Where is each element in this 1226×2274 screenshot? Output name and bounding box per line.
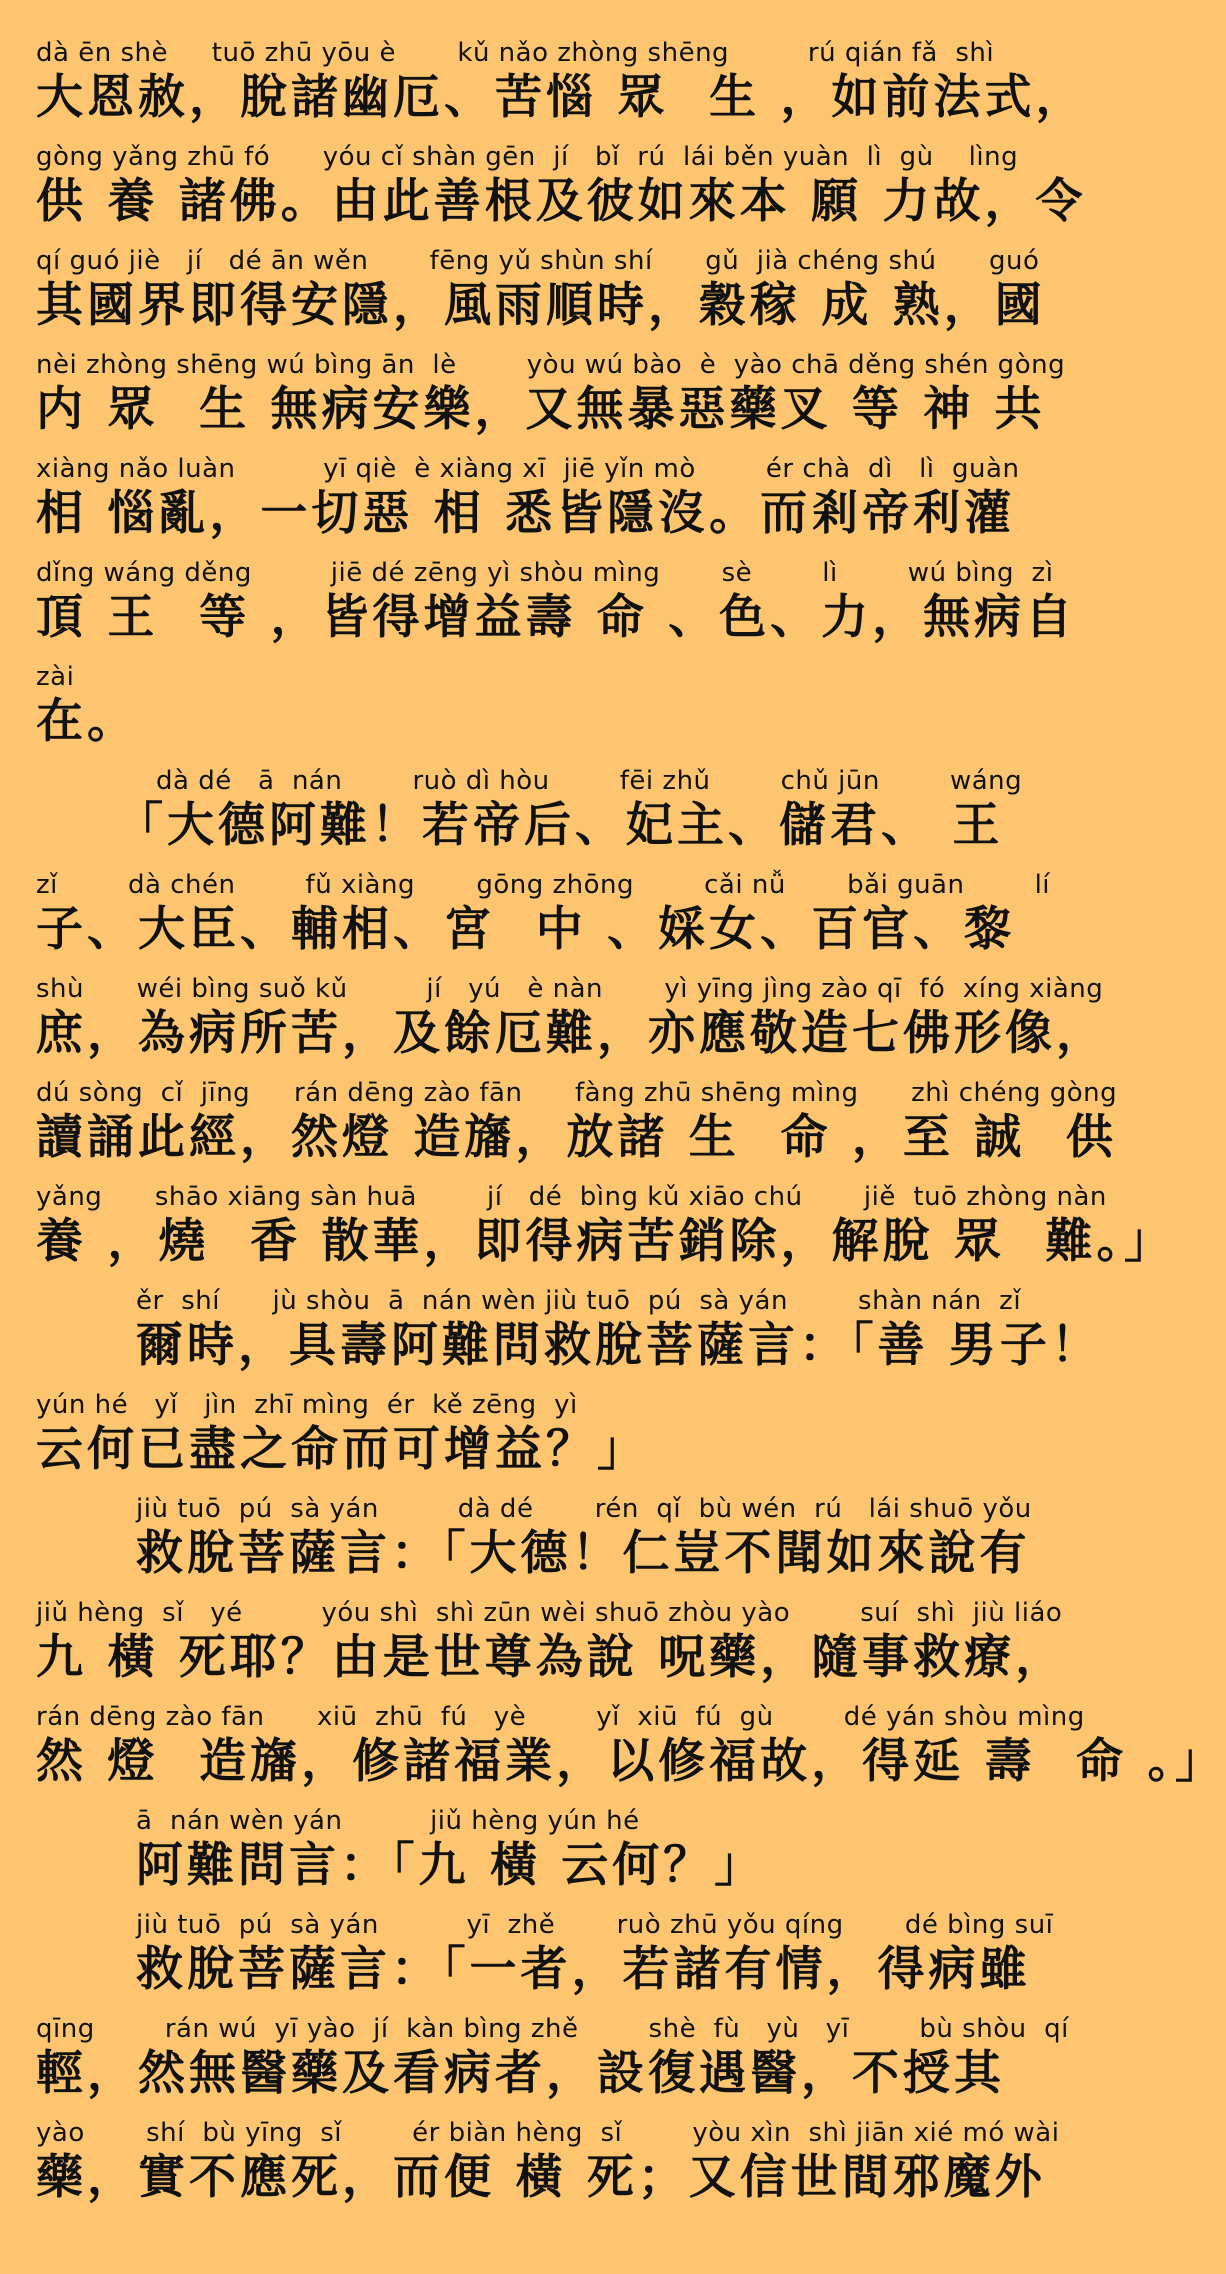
text-line-19 [36,1910,1056,2014]
hanzi-row: 然 燈 造旛，修諸福業，以修福故，得延 壽 命 。」 [36,1734,1226,1789]
text-line-10 [36,974,1107,1078]
pinyin-row: dà ēn shè tuō zhū yōu è kǔ nǎo zhòng shēng rú qián fǎ shì [36,38,995,68]
pinyin-row: ěr shí jù shòu ā nán wèn jiù tuō pú sà yán shàn nán zǐ [136,1286,1022,1316]
text-line-3 [36,246,1056,350]
text-line-17 [36,1702,1226,1806]
hanzi-row: 九 橫 死耶？由是世尊為說 呪藥，隨事救療， [36,1630,1067,1685]
hanzi-row: 子、大臣、輔相、宮 中 、婇女、百官、黎 [36,902,1016,957]
pinyin-row: shù wéi bìng suǒ kǔ jí yú è nàn yì yīng jìng zào qī fó xíng xiàng [36,974,1104,1004]
hanzi-row: 救脫菩薩言：「一者，若諸有情，得病雖 [136,1942,1031,1997]
pinyin-row: gòng yǎng zhū fó yóu cǐ shàn gēn jí bǐ rú lái běn yuàn lì gù lìng [36,142,1019,172]
pinyin-row: jiǔ hèng sǐ yé yóu shì shì zūn wèi shuō zhòu yào suí shì jiù liáo [36,1598,1063,1628]
text-line-18 [36,1806,1056,1910]
hanzi-row: 供 養 諸佛。由此善根及彼如來本 願 力故，令 [36,174,1087,229]
pinyin-row: rán dēng zào fān xiū zhū fú yè yǐ xiū fú gù dé yán shòu mìng [36,1702,1085,1732]
text-line-11 [36,1078,1118,1182]
pinyin-row: zài [36,662,75,692]
hanzi-row: 爾時，具壽阿難問救脫菩薩言：「善 男子！ [136,1318,1102,1373]
pinyin-row: zǐ dà chén fǔ xiàng gōng zhōng cǎi nǚ bǎi guān lí [36,870,1051,900]
text-line-7 [36,662,1056,766]
text-line-13 [36,1286,1102,1390]
pinyin-row: dǐng wáng děng jiē dé zēng yì shòu mìng sè lì wú bìng zì [36,558,1054,588]
pinyin-row: qīng rán wú yī yào jí kàn bìng zhě shè fù yù yī bù shòu qí [36,2014,1069,2044]
text-line-8 [36,766,1056,870]
text-line-21 [36,2118,1060,2222]
hanzi-row: 養 ，燒 香 散華，即得病苦銷除，解脫 眾 難。」 [36,1214,1176,1269]
text-line-1 [36,38,1087,142]
hanzi-row: 其國界即得安隱，風雨順時，穀稼 成 熟，國 [36,278,1046,333]
hanzi-row: 阿難問言：「九 橫 云何？」 [136,1838,766,1893]
hanzi-row: 「大德阿難！若帝后、妃主、儲君、 王 [116,798,1004,853]
hanzi-row: 云何已盡之命而可增益？」 [36,1422,648,1477]
pinyin-row: yào shí bù yīng sǐ ér biàn hèng sǐ yòu xìn shì jiān xié mó wài [36,2118,1060,2148]
pinyin-row: nèi zhòng shēng wú bìng ān lè yòu wú bào è yào chā děng shén gòng [36,350,1066,380]
pinyin-row: qí guó jiè jí dé ān wěn fēng yǔ shùn shí gǔ jià chéng shú guó [36,246,1040,276]
hanzi-row: 在。 [36,694,138,749]
pinyin-row: jiù tuō pú sà yán dà dé rén qǐ bù wén rú lái shuō yǒu [136,1494,1032,1524]
text-line-2 [36,142,1087,246]
hanzi-row: 大恩赦，脫諸幽厄、苦惱 眾 生 ，如前法式， [36,70,1087,125]
text-line-16 [36,1598,1067,1702]
pinyin-row: jiù tuō pú sà yán yī zhě ruò zhū yǒu qíng dé bìng suī [136,1910,1054,1940]
pinyin-row: yǎng shāo xiāng sàn huā jí dé bìng kǔ xiāo chú jiě tuō zhòng nàn [36,1182,1107,1212]
text-line-20 [36,2014,1069,2118]
text-line-6 [36,558,1077,662]
hanzi-row: 頂 王 等 ，皆得增益壽 命 、色、力，無病自 [36,590,1077,645]
pinyin-row: yún hé yǐ jìn zhī mìng ér kě zēng yì [36,1390,578,1420]
pinyin-row: dà dé ā nán ruò dì hòu fēi zhǔ chǔ jūn wáng [156,766,1023,796]
hanzi-row: 輕，然無醫藥及看病者，設復遇醫，不授其 [36,2046,1005,2101]
pinyin-row: dú sòng cǐ jīng rán dēng zào fān fàng zhū shēng mìng zhì chéng gòng [36,1078,1118,1108]
text-line-9 [36,870,1056,974]
text-line-15 [36,1494,1056,1598]
pinyin-row: ā nán wèn yán jiǔ hèng yún hé [136,1806,640,1836]
hanzi-row: 相 惱亂，一切惡 相 悉皆隱沒。而剎帝利灌 [36,486,1016,541]
pinyin-row: xiàng nǎo luàn yī qiè è xiàng xī jiē yǐn mò ér chà dì lì guàn [36,454,1020,484]
hanzi-row: 救脫菩薩言：「大德！仁豈不聞如來說有 [136,1526,1031,1581]
hanzi-row: 藥，實不應死，而便 橫 死；又信世間邪魔外 [36,2150,1046,2205]
text-line-14 [36,1390,1056,1494]
text-line-5 [36,454,1056,558]
hanzi-row: 庶，為病所苦，及餘厄難，亦應敬造七佛形像， [36,1006,1107,1061]
text-line-12 [36,1182,1176,1286]
hanzi-row: 讀誦此經，然燈 造旛，放諸 生 命 ，至 誠 供 [36,1110,1117,1165]
hanzi-row: 内 眾 生 無病安樂，又無暴惡藥叉 等 神 共 [36,382,1046,437]
text-line-4 [36,350,1066,454]
